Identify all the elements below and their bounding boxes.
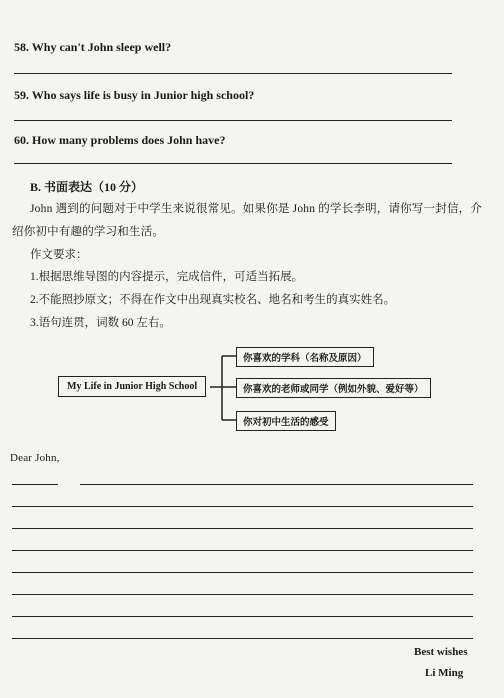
- section-title: B. 书面表达（10 分）: [30, 180, 144, 194]
- prompt-line-1: John 遇到的问题对于中学生来说很常见。如果你是 John 的学长李明，请你写一封信，介: [30, 203, 483, 215]
- writing-line-5[interactable]: [12, 572, 473, 573]
- writing-line-3[interactable]: [12, 528, 473, 529]
- requirement-3: 3.语句连贯，词数 60 左右。: [30, 317, 171, 329]
- writing-line-8[interactable]: [12, 638, 473, 639]
- requirement-1: 1.根据思维导图的内容提示，完成信件，可适当拓展。: [30, 271, 304, 283]
- writing-line-2[interactable]: [12, 506, 473, 507]
- writing-line-1a[interactable]: [12, 484, 58, 485]
- mindmap-center: My Life in Junior High School: [58, 376, 206, 397]
- writing-line-6[interactable]: [12, 594, 473, 595]
- writing-line-1b[interactable]: [80, 484, 473, 485]
- requirements-title: 作文要求：: [30, 249, 88, 261]
- mindmap-branch-teacher: 你喜欢的老师或同学（例如外貌、爱好等）: [236, 378, 431, 398]
- letter-signature: Li Ming: [425, 667, 464, 679]
- question-59: 59. Who says life is busy in Junior high school?: [14, 88, 255, 102]
- letter-closing: Best wishes: [414, 646, 468, 658]
- question-58: 58. Why can't John sleep well?: [14, 40, 172, 54]
- requirement-2: 2.不能照抄原文；不得在作文中出现真实校名、地名和考生的真实姓名。: [30, 294, 396, 306]
- letter-greeting: Dear John,: [10, 452, 60, 464]
- writing-line-7[interactable]: [12, 616, 473, 617]
- question-60: 60. How many problems does John have?: [14, 133, 226, 147]
- mindmap-branch-subject: 你喜欢的学科（名称及原因）: [236, 347, 374, 367]
- prompt-line-2: 绍你初中有趣的学习和生活。: [12, 226, 165, 238]
- writing-line-4[interactable]: [12, 550, 473, 551]
- mindmap-branch-feelings: 你对初中生活的感受: [236, 411, 336, 431]
